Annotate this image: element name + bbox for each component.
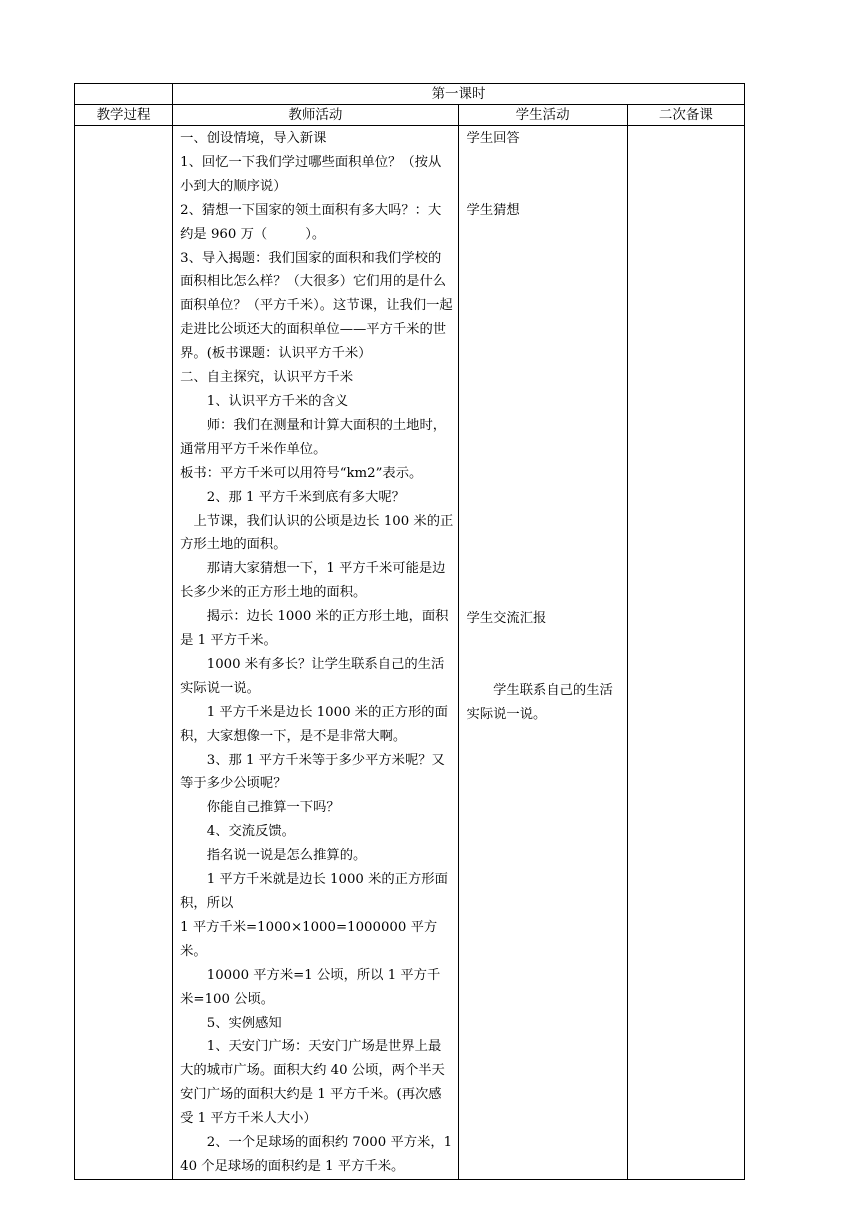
teacher-activity-line: 1 平方千米就是边长 1000 米的正方形面积，所以 <box>180 872 448 911</box>
teacher-activity-line: 一、创设情境，导入新课 <box>180 131 327 146</box>
header-teacher-activity: 教师活动 <box>173 105 458 126</box>
teacher-activity-line: 3、那 1 平方千米等于多少平方米呢？又等于多少公顷呢？ <box>180 752 445 792</box>
teacher-activity-line: 二、自主探究，认识平方千米 <box>180 370 353 386</box>
teacher-activity-line: 3、导入揭题：我们国家的面积和我们学校的面积相比怎么样？（大很多）它们用的是什么面积单位？（平方千米）。这节课，让我们一起走进比公顷还大的面积单位——平方千米的世界。(板书课题：认识平方千米） <box>180 250 453 362</box>
student-activity-note: 学生猜想 <box>466 203 520 218</box>
teacher-activity-line: 4、交流反馈。 <box>206 824 295 840</box>
student-activity-note: 学生回答 <box>466 131 520 146</box>
teacher-activity-line: 1、天安门广场：天安门广场是世界上最大的城市广场。面积大约 40 公顷，两个半天安门广场的面积大约是 1 平方千米。(再次感受 1 平方千米人大小） <box>180 1039 445 1127</box>
teacher-activity-line: 指名说一说是怎么推算的。 <box>206 848 367 864</box>
teacher-activity-line: 1 平方千米=1000×1000=1000000 平方米。 <box>180 919 438 959</box>
content-row <box>75 126 745 1180</box>
teacher-activity-line: 5、实例感知 <box>206 1015 282 1031</box>
teacher-activity-line: 10000 平方米=1 公顷，所以 1 平方千米=100 公顷。 <box>180 967 441 1007</box>
teaching-process-cell <box>75 126 173 1180</box>
teacher-activity-line: 1、认识平方千米的含义 <box>206 393 349 409</box>
header-second-prep: 二次备课 <box>627 105 744 126</box>
student-activity-cell <box>458 126 627 1180</box>
teacher-activity-line: 揭示：边长 1000 米的正方形土地，面积是 1 平方千米。 <box>180 609 449 649</box>
teacher-activity-line: 1000 米有多长？让学生联系自己的生活实际说一说。 <box>180 656 445 696</box>
lesson-plan-table <box>74 83 745 1180</box>
teacher-activity-line: 1、回忆一下我们学过哪些面积单位？（按从小到大的顺序说） <box>180 154 442 194</box>
blank-corner-cell <box>75 84 173 105</box>
teacher-activity-line: 2、那 1 平方千米到底有多大呢？ <box>206 489 405 505</box>
teacher-activity-cell <box>173 126 458 1180</box>
teacher-activity-line: 那请大家猜想一下，1 平方千米可能是边长多少米的正方形土地的面积。 <box>180 561 446 601</box>
lesson-title-row <box>75 84 745 105</box>
column-header-row <box>75 105 745 126</box>
student-activity-note: 学生交流汇报 <box>466 611 547 626</box>
teacher-activity-line: 你能自己推算一下吗？ <box>206 800 340 816</box>
teacher-activity-line: 板书：平方千米可以用符号“km2”表示。 <box>180 465 423 481</box>
lesson-title: 第一课时 <box>173 84 745 105</box>
teacher-activity-line: 师：我们在测量和计算大面积的土地时，通常用平方千米作单位。 <box>180 417 447 457</box>
header-teaching-process: 教学过程 <box>75 105 173 126</box>
teacher-activity-line: 1 平方千米是边长 1000 米的正方形的面积，大家想像一下，是不是非常大啊。 <box>180 704 448 744</box>
teacher-activity-line: 2、猜想一下国家的领土面积有多大吗？：大约是 960 万（ ）。 <box>180 202 442 242</box>
student-activity-note: 学生联系自己的生活实际说一说。 <box>466 683 613 722</box>
teacher-activity-line: 2、一个足球场的面积约 7000 平方米，140 个足球场的面积约是 1 平方千米。 <box>180 1135 453 1174</box>
teacher-activity-line: 上节课，我们认识的公顷是边长 100 米的正方形土地的面积。 <box>180 513 454 553</box>
second-prep-cell <box>627 126 744 1180</box>
header-student-activity: 学生活动 <box>458 105 627 126</box>
